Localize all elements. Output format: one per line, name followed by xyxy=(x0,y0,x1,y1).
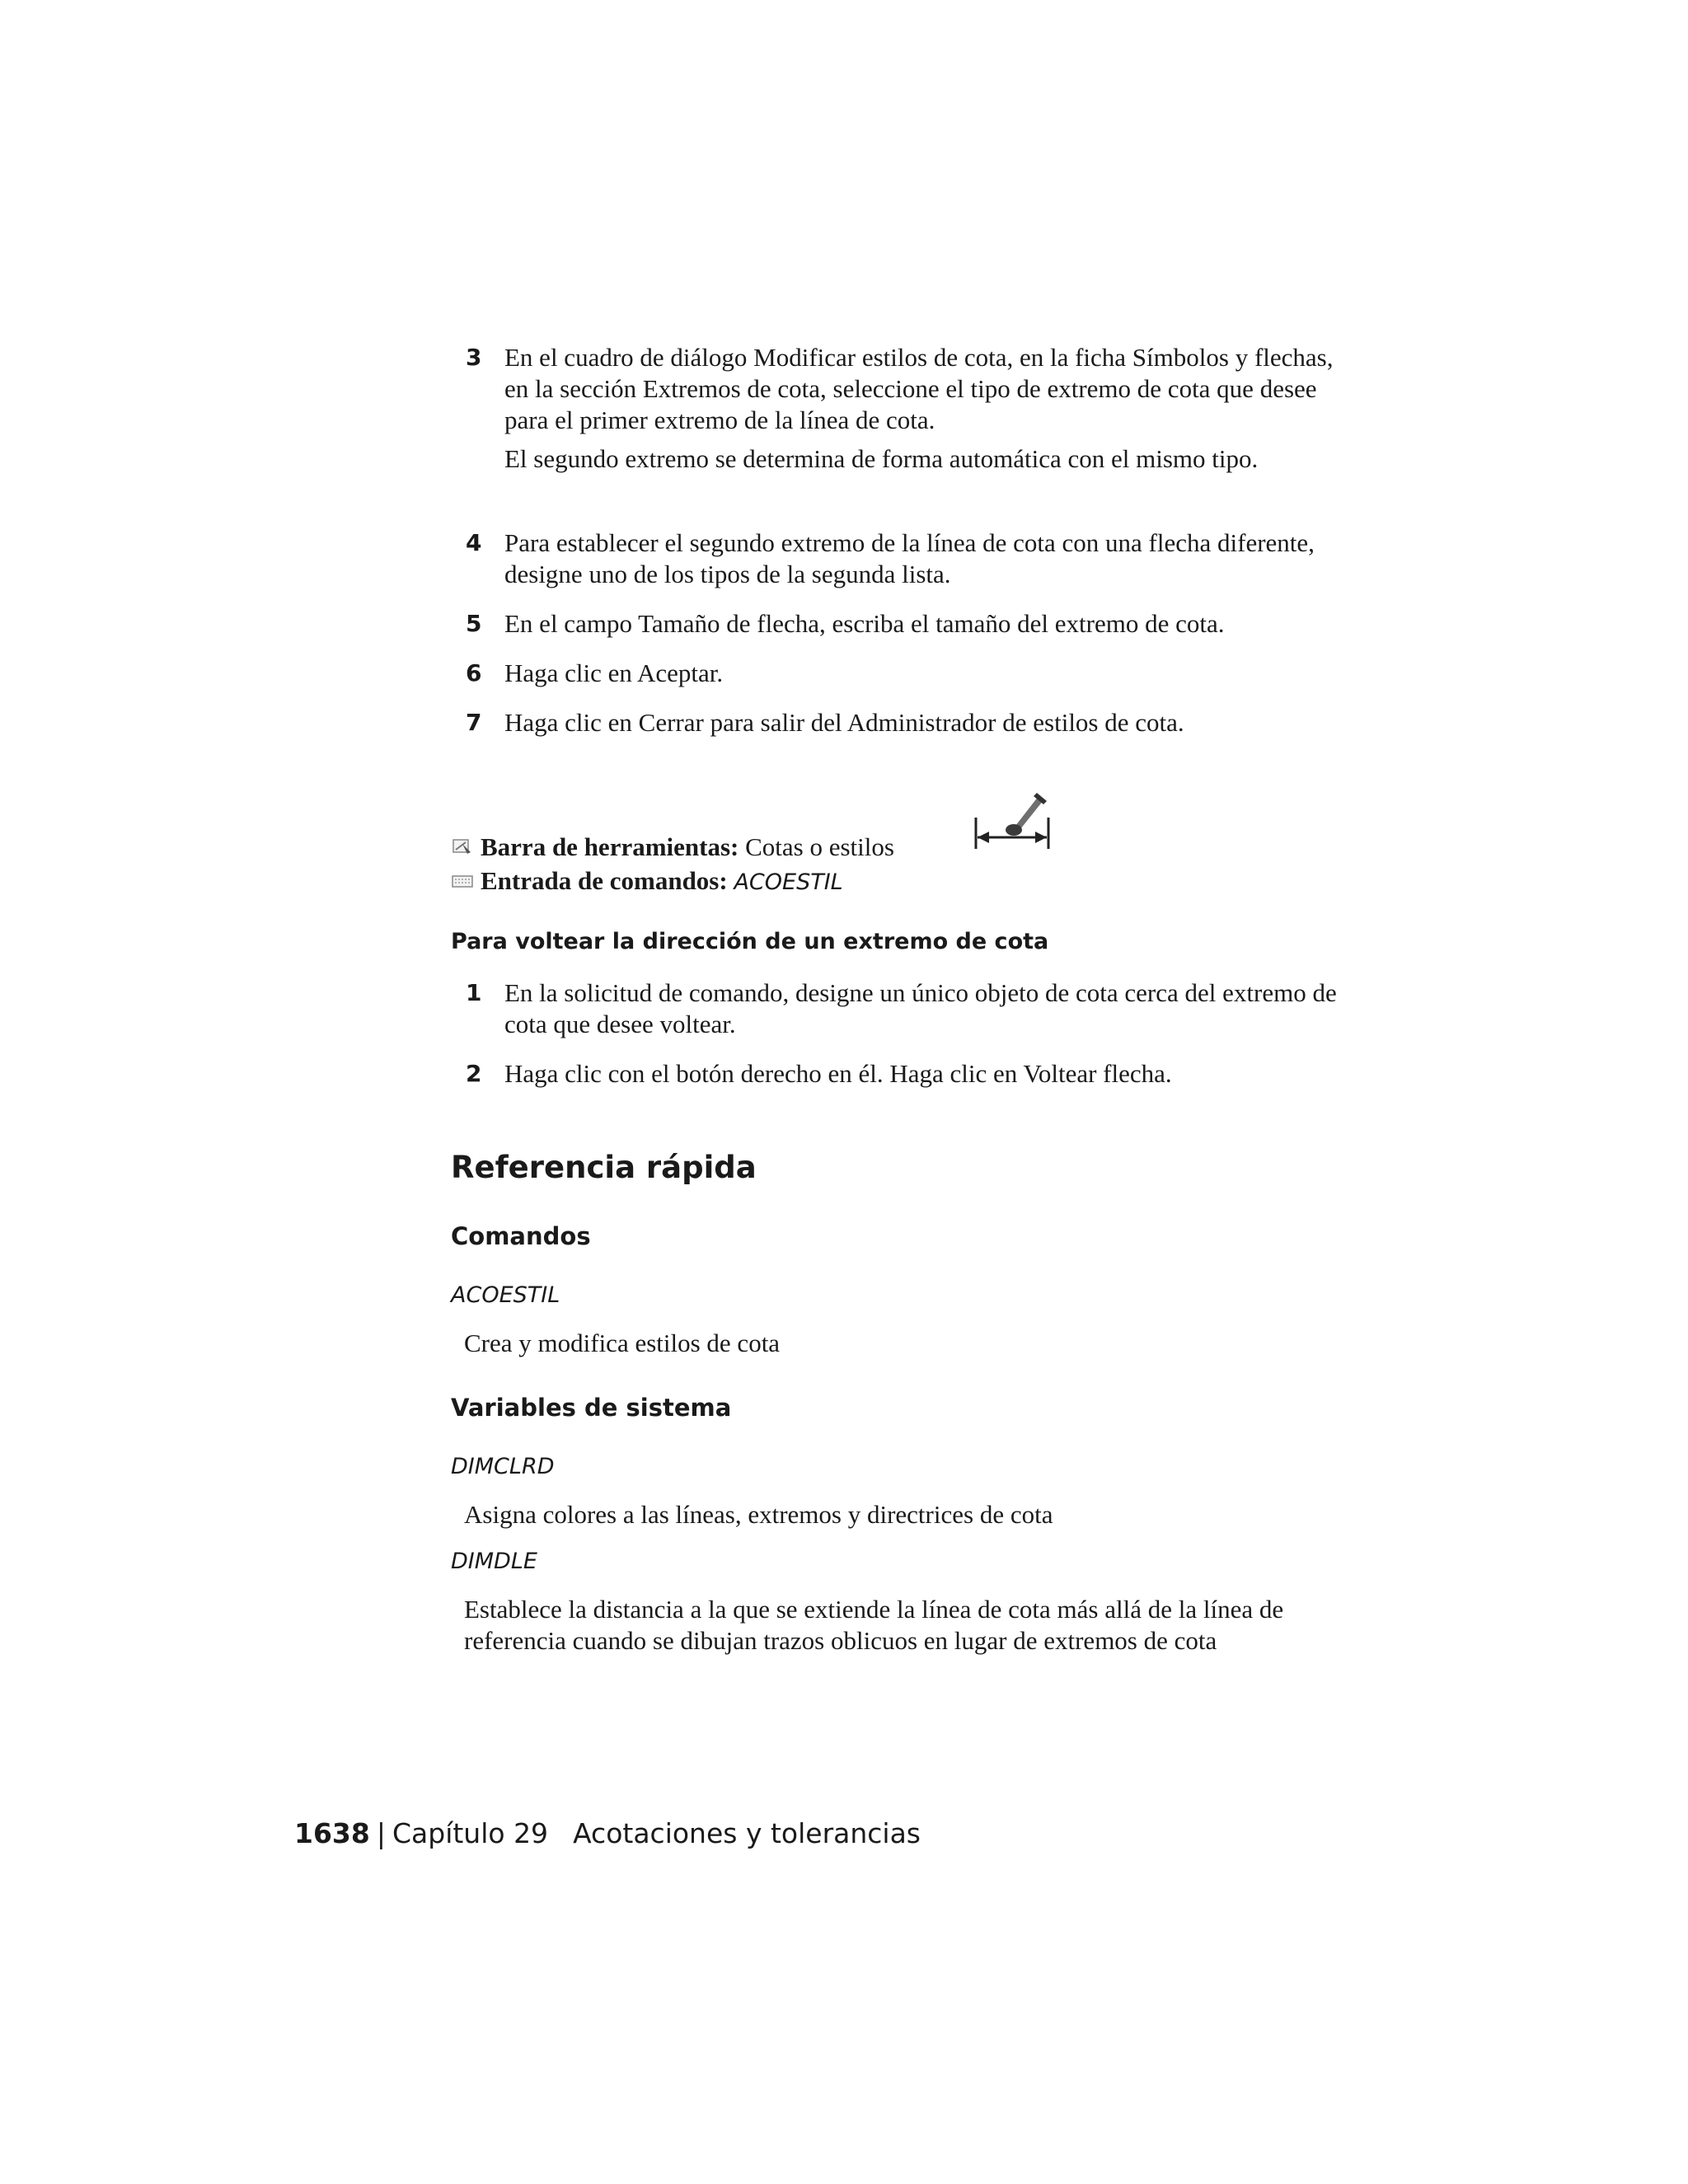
step-text: Para establecer el segundo extremo de la línea de cota con una flecha diferente, designe uno de los tipos de la segunda lista. xyxy=(504,528,1315,588)
toolbar-label: Barra de herramientas: xyxy=(481,832,739,861)
chapter-label: Capítulo 29 xyxy=(392,1817,549,1849)
step-note: El segundo extremo se determina de forma automática con el mismo tipo. xyxy=(504,444,1259,473)
system-variables-title: Variables de sistema xyxy=(451,1394,732,1422)
step-text: En el campo Tamaño de flecha, escriba el tamaño del extremo de cota. xyxy=(504,609,1225,638)
command-entry-value: ACOESTIL xyxy=(734,869,843,895)
quick-reference-title: Referencia rápida xyxy=(451,1150,757,1185)
step-number: 3 xyxy=(466,344,482,371)
sysvar-description: Establece la distancia a la que se extiende la línea de cota más allá de la línea de referencia cuando se dibujan trazos oblicuos en lugar de extremos de cota xyxy=(464,1595,1284,1655)
step-number: 5 xyxy=(466,610,482,637)
command-entry xyxy=(451,865,843,898)
procedure-title: Para voltear la dirección de un extremo de cota xyxy=(451,929,1049,954)
toolbar-icon xyxy=(451,833,474,853)
step-text: En la solicitud de comando, designe un único objeto de cota cerca del extremo de cota que desee voltear. xyxy=(504,978,1337,1038)
step-text: En el cuadro de diálogo Modificar estilos de cota, en la ficha Símbolos y flechas, en la sección Extremos de cota, seleccione el tipo de extremo de cota que desee para el primer extremo de la línea de cota. xyxy=(504,343,1334,434)
step-number: 1 xyxy=(466,979,482,1006)
keyboard-icon xyxy=(451,867,474,887)
step-number: 6 xyxy=(466,659,482,687)
step-text: Haga clic en Aceptar. xyxy=(504,658,724,687)
step-text: Haga clic con el botón derecho en él. Haga clic en Voltear flecha. xyxy=(504,1059,1172,1088)
dimension-style-icon xyxy=(973,790,1052,854)
footer-separator: | xyxy=(376,1817,386,1849)
sysvar-description: Asigna colores a las líneas, extremos y directrices de cota xyxy=(464,1500,1053,1529)
command-term: ACOESTIL xyxy=(451,1282,560,1308)
page-footer xyxy=(294,1816,921,1852)
chapter-title: Acotaciones y tolerancias xyxy=(573,1817,921,1849)
page-number: 1638 xyxy=(294,1817,370,1849)
sysvar-term: DIMCLRD xyxy=(451,1454,555,1479)
toolbar-value: Cotas o estilos xyxy=(745,832,894,861)
toolbar-access xyxy=(451,832,894,863)
commands-title: Comandos xyxy=(451,1222,591,1250)
sysvar-term: DIMDLE xyxy=(451,1549,537,1574)
command-description: Crea y modifica estilos de cota xyxy=(464,1329,781,1357)
step-number: 2 xyxy=(466,1060,482,1087)
step-number: 4 xyxy=(466,529,482,556)
command-entry-label: Entrada de comandos: xyxy=(481,866,728,895)
step-text: Haga clic en Cerrar para salir del Administrador de estilos de cota. xyxy=(504,708,1184,737)
step-number: 7 xyxy=(466,709,482,736)
